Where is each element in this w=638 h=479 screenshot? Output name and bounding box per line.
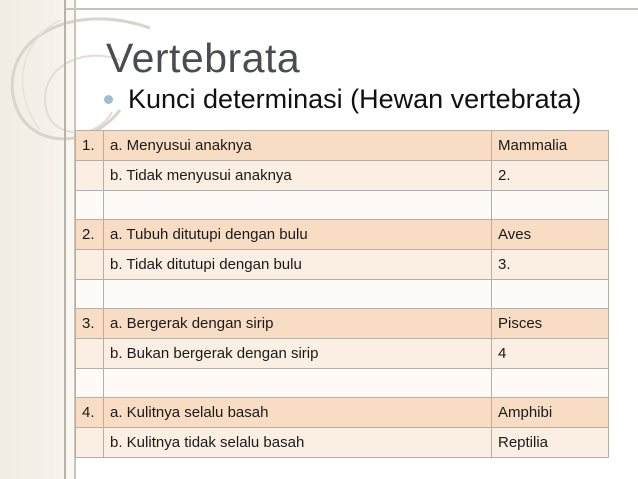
cell-result: 4 bbox=[492, 339, 609, 369]
slide-title: Vertebrata bbox=[106, 35, 301, 81]
cell-result bbox=[492, 280, 609, 309]
cell-description: a. Menyusui anaknya bbox=[104, 131, 492, 161]
cell-result: 3. bbox=[492, 250, 609, 280]
cell-number bbox=[76, 428, 104, 458]
table-row bbox=[76, 250, 609, 280]
cell-number: 3. bbox=[76, 309, 104, 339]
cell-description: b. Kulitnya tidak selalu basah bbox=[104, 428, 492, 458]
cell-number bbox=[76, 161, 104, 191]
cell-description: b. Tidak ditutupi dengan bulu bbox=[104, 250, 492, 280]
vertical-rule bbox=[64, 0, 66, 479]
cell-number bbox=[76, 191, 104, 220]
table-row bbox=[76, 398, 609, 428]
cell-description: a. Kulitnya selalu basah bbox=[104, 398, 492, 428]
cell-number: 2. bbox=[76, 220, 104, 250]
cell-number bbox=[76, 250, 104, 280]
table-row bbox=[76, 131, 609, 161]
table-row bbox=[76, 339, 609, 369]
cell-number: 1. bbox=[76, 131, 104, 161]
table-row bbox=[76, 309, 609, 339]
cell-result: 2. bbox=[492, 161, 609, 191]
cell-number bbox=[76, 339, 104, 369]
cell-number: 4. bbox=[76, 398, 104, 428]
table-row bbox=[76, 428, 609, 458]
cell-result bbox=[492, 191, 609, 220]
determination-key-table bbox=[75, 130, 609, 458]
cell-result: Reptilia bbox=[492, 428, 609, 458]
top-rule bbox=[66, 8, 638, 10]
table-row bbox=[76, 220, 609, 250]
cell-description bbox=[104, 369, 492, 398]
cell-description bbox=[104, 280, 492, 309]
bullet-icon bbox=[104, 95, 113, 104]
spacer-row bbox=[76, 191, 609, 220]
cell-description: a. Tubuh ditutupi dengan bulu bbox=[104, 220, 492, 250]
subtitle-text: Kunci determinasi (Hewan vertebrata) bbox=[128, 84, 582, 114]
cell-description bbox=[104, 191, 492, 220]
cell-description: b. Tidak menyusui anaknya bbox=[104, 161, 492, 191]
cell-description: b. Bukan bergerak dengan sirip bbox=[104, 339, 492, 369]
cell-description: a. Bergerak dengan sirip bbox=[104, 309, 492, 339]
table-row bbox=[76, 161, 609, 191]
spacer-row bbox=[76, 280, 609, 309]
cell-result: Amphibi bbox=[492, 398, 609, 428]
spacer-row bbox=[76, 369, 609, 398]
cell-result: Aves bbox=[492, 220, 609, 250]
cell-result: Pisces bbox=[492, 309, 609, 339]
slide-subtitle bbox=[104, 84, 581, 115]
cell-number bbox=[76, 369, 104, 398]
cell-number bbox=[76, 280, 104, 309]
cell-result: Mammalia bbox=[492, 131, 609, 161]
cell-result bbox=[492, 369, 609, 398]
